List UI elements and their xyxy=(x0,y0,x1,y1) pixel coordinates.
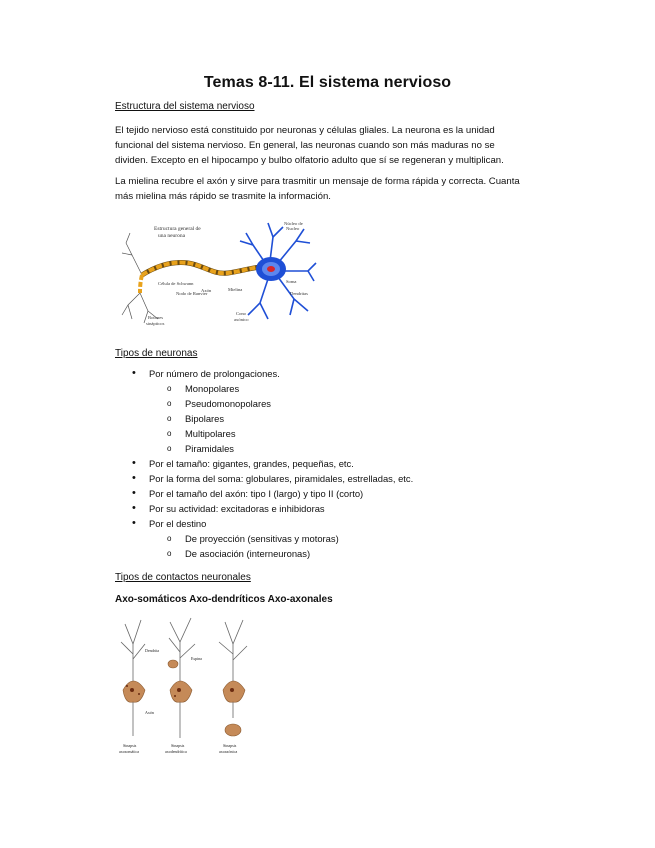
label-title: una neurona xyxy=(158,233,186,239)
label-espina: Espina xyxy=(191,656,202,661)
paragraph-myelin xyxy=(115,174,545,204)
caption-b: Sinapsis xyxy=(171,743,185,748)
label-dendrites: Dendritas xyxy=(290,291,308,296)
label-ranvier: Nodo de Ranvier xyxy=(176,291,208,296)
paragraph-neural-tissue xyxy=(115,123,545,168)
paragraph-line: El tejido nervioso está constituido por neuronas y células gliales. La neurona es la unidad xyxy=(115,125,495,136)
paragraph-line: funcional del sistema nervioso. En general, las neuronas cuando son más maduras no se xyxy=(115,140,495,151)
label-terminal: Botones xyxy=(148,315,164,320)
label-soma: Soma xyxy=(286,279,297,284)
myelin-sheath-branch xyxy=(140,275,142,293)
section-heading-contacts: Tipos de contactos neuronales xyxy=(115,572,251,583)
section-heading-types: Tipos de neuronas xyxy=(115,348,198,359)
nucleus xyxy=(267,266,275,272)
list-subitem: o Multipolares xyxy=(115,426,413,441)
list-subitem: o Monopolares xyxy=(115,381,413,396)
label-schwann: Célula de Schwann xyxy=(158,281,194,286)
list-item: • Por el tamaño del axón: tipo I (largo) y tipo II (corto) xyxy=(115,486,413,501)
neuron-structure-figure xyxy=(118,215,318,333)
paragraph-line: La mielina recubre el axón y sirve para trasmitir un mensaje de forma rápida y correcta. Cuanta xyxy=(115,176,520,187)
label-axon: Axón xyxy=(201,288,212,293)
label-hillock: axónico xyxy=(234,317,249,322)
section-heading-structure: Estructura del sistema nervioso xyxy=(115,101,255,112)
list-item: • Por número de prolongaciones. xyxy=(115,366,413,381)
label-nucleus: Núcleo de xyxy=(284,221,303,226)
label-hillock: Cono xyxy=(236,311,246,316)
contact-types-subheading: Axo-somáticos Axo-dendríticos Axo-axonales xyxy=(115,594,333,605)
list-subitem: o Bipolares xyxy=(115,411,413,426)
axon-terminal-c xyxy=(225,724,241,736)
page-title: Temas 8-11. El sistema nervioso xyxy=(203,74,452,91)
axon-terminal-b xyxy=(168,660,178,668)
synapse-types-figure xyxy=(115,614,260,760)
label-myelin: Mielina xyxy=(228,287,243,292)
label-terminal: sinápticos xyxy=(146,321,165,326)
list-item: • Por su actividad: excitadoras e inhibidoras xyxy=(115,501,413,516)
caption-b: axodendrítica xyxy=(165,749,187,754)
label-nucleus: Nucleo xyxy=(286,226,300,231)
label-title: Estructura general de xyxy=(154,226,201,232)
list-item: • Por la forma del soma: globulares, piramidales, estrelladas, etc. xyxy=(115,471,413,486)
list-subitem: o Piramidales xyxy=(115,441,413,456)
label-dendrita: Dendrita xyxy=(145,648,159,653)
list-subitem: o Pseudomonopolares xyxy=(115,396,413,411)
caption-a: Sinapsis xyxy=(123,743,137,748)
list-subitem: o De asociación (interneuronas) xyxy=(115,546,413,561)
list-item: • Por el tamaño: gigantes, grandes, pequeñas, etc. xyxy=(115,456,413,471)
list-subitem: o De proyección (sensitivas y motoras) xyxy=(115,531,413,546)
neuron-types-list xyxy=(115,366,413,561)
paragraph-line: más mielina más rápido se trasmite la información. xyxy=(115,191,331,202)
caption-c: Sinapsis xyxy=(223,743,237,748)
caption-a: axosomática xyxy=(119,749,139,754)
paragraph-line: dividen. Excepto en el hipocampo y bulbo olfatorio adulto que sí se regeneran y multiplican. xyxy=(115,155,504,166)
label-axon: Axón xyxy=(145,710,154,715)
list-item: • Por el destino xyxy=(115,516,413,531)
caption-c: axoaxónica xyxy=(219,749,238,754)
